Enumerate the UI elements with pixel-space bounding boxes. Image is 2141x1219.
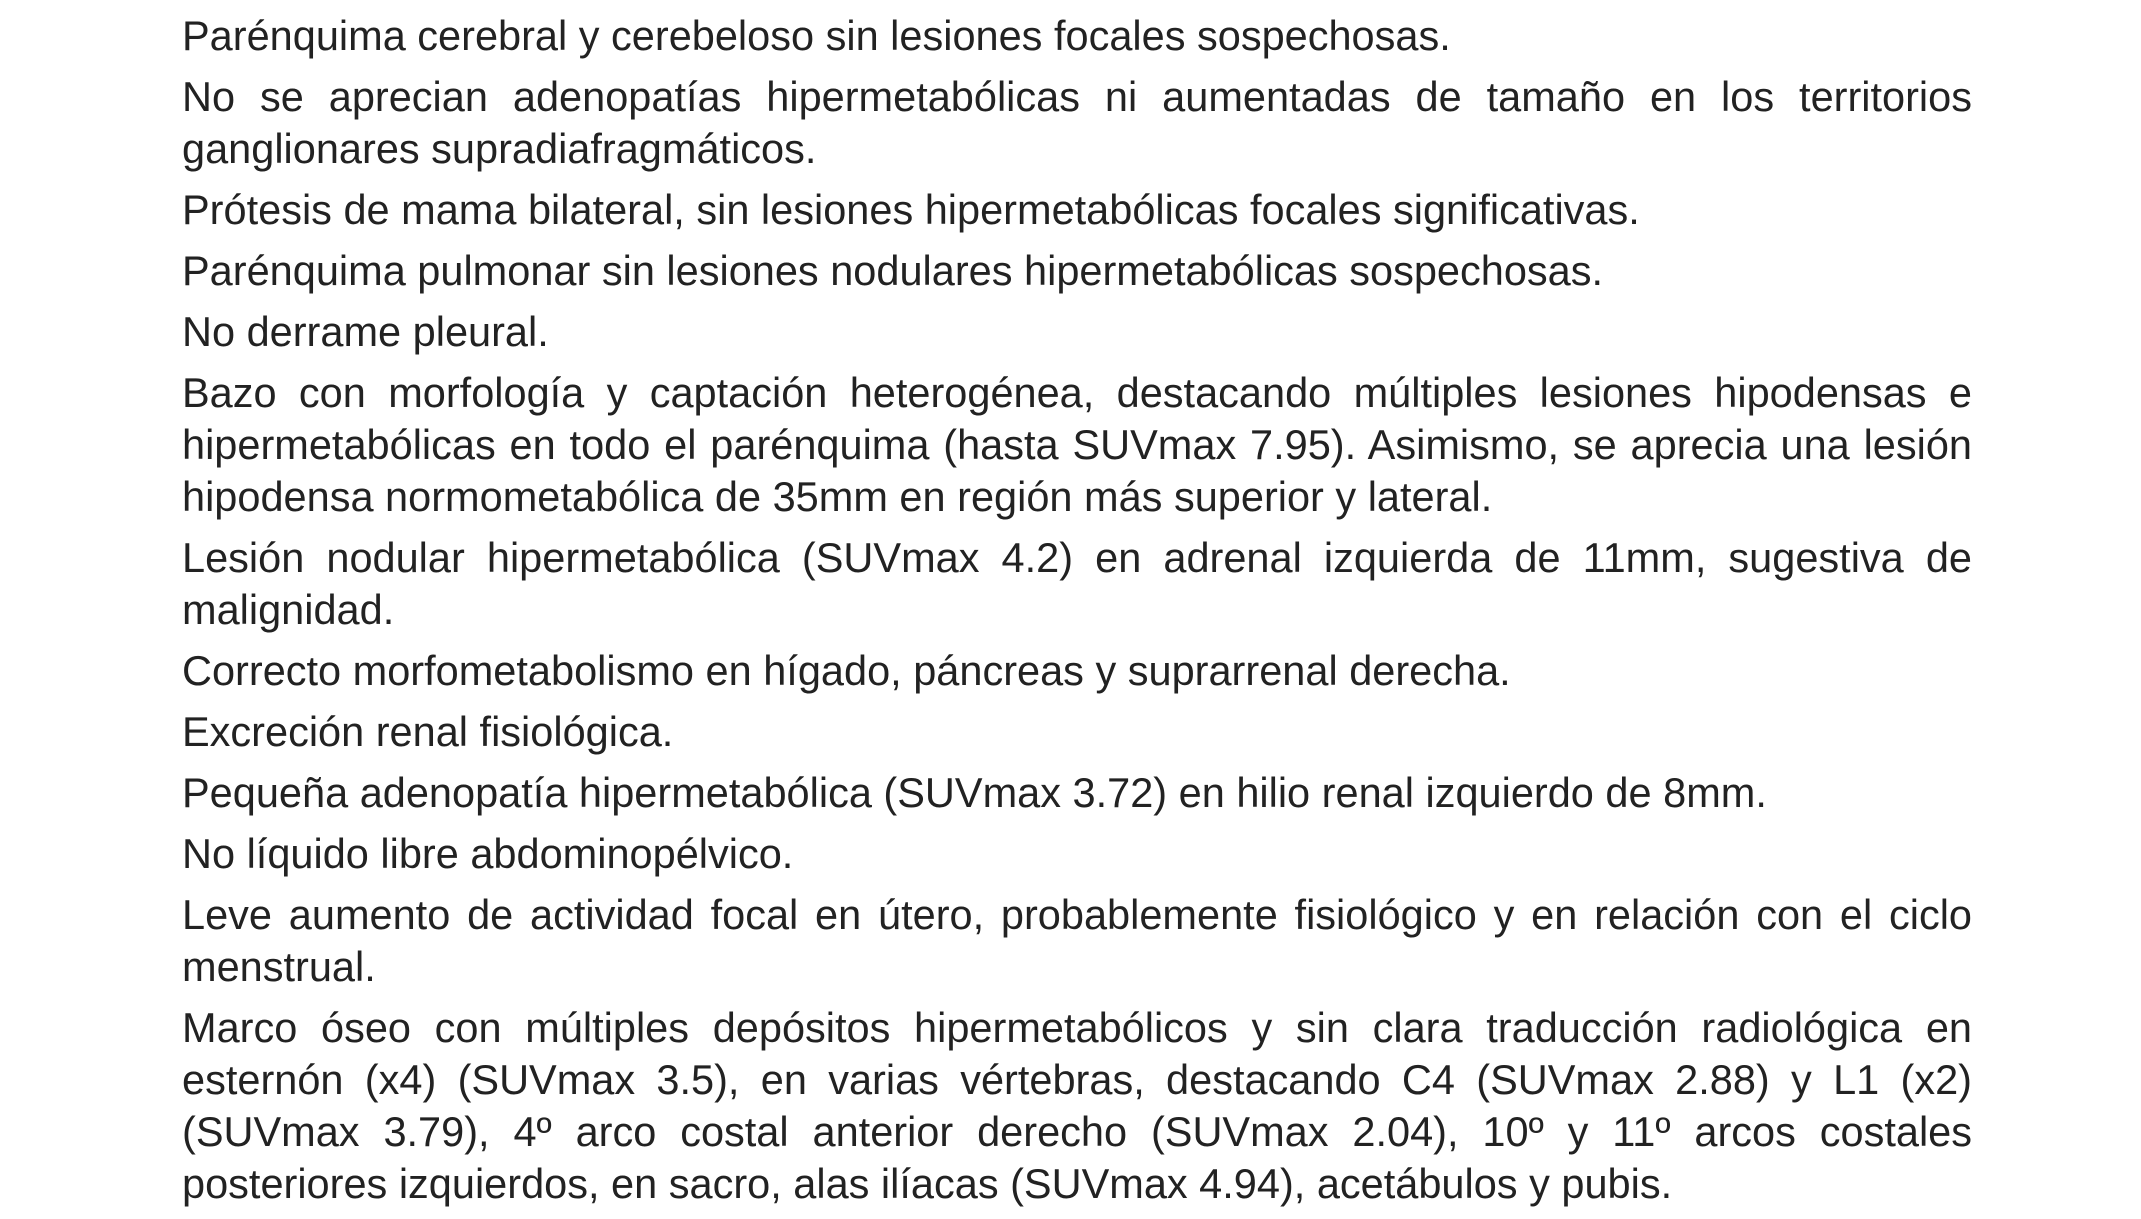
finding-brain: Parénquima cerebral y cerebeloso sin lesiones focales sospechosas. [182, 12, 1451, 59]
finding-bone: Marco óseo con múltiples depósitos hipermetabólicos y sin clara traducción radiológica en esternón (x4) (SUVmax 3.5), en varias vértebras, destacando C4 (SUVmax 2.88) y L1 (x2) (SUVmax 3.79), 4º arco costal anterior derecho (SUVmax 2.04), 10º y 11º arcos costales posteriores izquierdos, en sacro, alas ilíacas (SUVmax 4.94), acetábulos y pubis. [182, 1004, 1972, 1207]
finding-pleura: No derrame pleural. [182, 308, 549, 355]
finding-spleen: Bazo con morfología y captación heterogénea, destacando múltiples lesiones hipodensas e hipermetabólicas en todo el parénquima (hasta SUVmax 7.95). Asimismo, se aprecia una lesión hipodensa normometabólica de 35mm en región más superior y lateral. [182, 369, 1972, 520]
finding-liver-pancreas: Correcto morfometabolismo en hígado, páncreas y suprarrenal derecha. [182, 647, 1511, 694]
finding-uterus: Leve aumento de actividad focal en útero, probablemente fisiológico y en relación con el ciclo menstrual. [182, 891, 1972, 990]
finding-renal-hilum-node: Pequeña adenopatía hipermetabólica (SUVmax 3.72) en hilio renal izquierdo de 8mm. [182, 769, 1767, 816]
finding-adrenal-left: Lesión nodular hipermetabólica (SUVmax 4.2) en adrenal izquierda de 11mm, sugestiva de malignidad. [182, 534, 1972, 633]
finding-supradiaphragmatic-nodes: No se aprecian adenopatías hipermetabólicas ni aumentadas de tamaño en los territorios ganglionares supradiafragmáticos. [182, 73, 1972, 172]
finding-renal-excretion: Excreción renal fisiológica. [182, 708, 674, 755]
finding-free-fluid: No líquido libre abdominopélvico. [182, 830, 794, 877]
finding-breast: Prótesis de mama bilateral, sin lesiones hipermetabólicas focales significativas. [182, 186, 1640, 233]
report-body [182, 10, 1972, 1219]
finding-lung: Parénquima pulmonar sin lesiones nodulares hipermetabólicas sospechosas. [182, 247, 1604, 294]
